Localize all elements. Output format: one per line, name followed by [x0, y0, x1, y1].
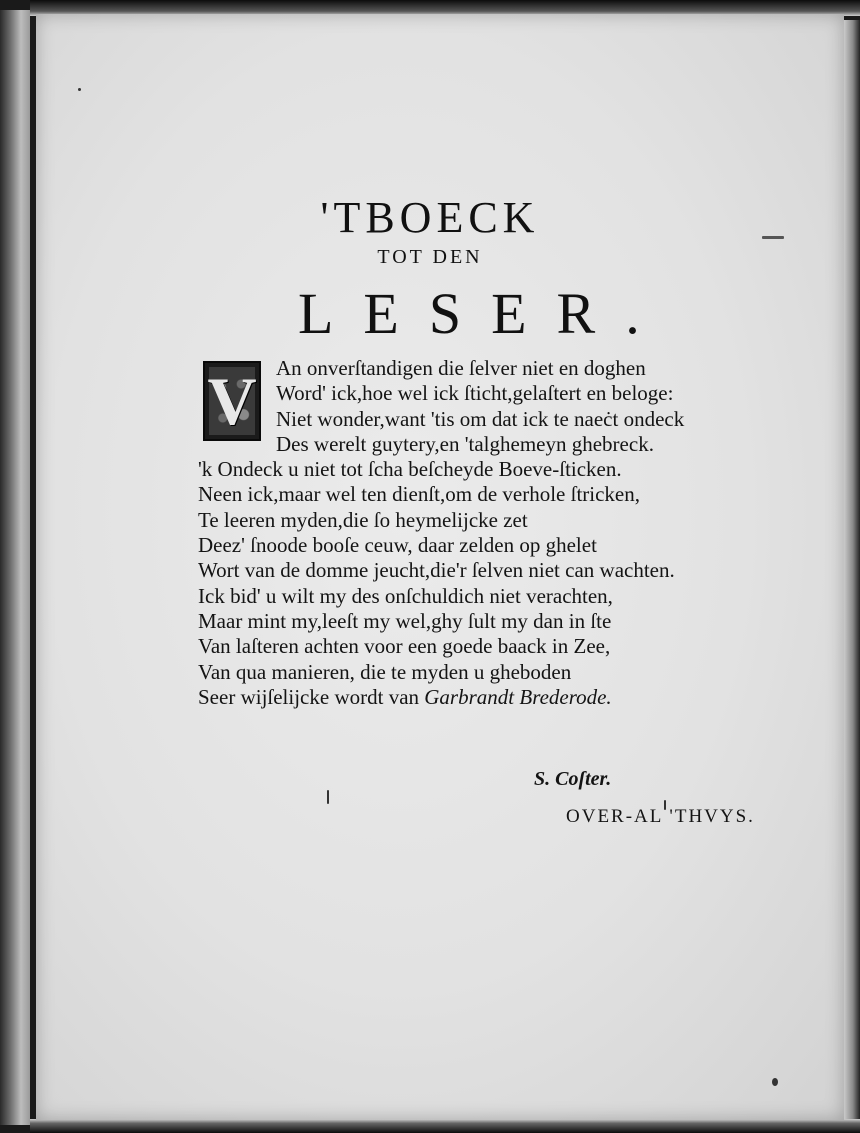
verse-line: Des werelt guytery,en 'talghemeyn ghebreck.: [276, 431, 654, 456]
title-line-1: 'TBOECK: [320, 193, 540, 242]
verse-line: Wort van de domme jeucht,die'r ſelven niet can wachten.: [198, 558, 675, 583]
book-bottom-edge: [30, 1119, 860, 1133]
verse-line: Van qua manieren, die te myden u gheboden: [198, 659, 572, 684]
verse-line: 'k Ondeck u niet tot ſcha beſcheyde Boeve-ſticken.: [198, 457, 622, 482]
verse-line: Niet wonder,want 'tis om dat ick te naeċt ondeck: [276, 406, 685, 431]
verse-line-last: [198, 685, 798, 710]
author-name: Garbrandt Brederode.: [424, 684, 612, 709]
initial-letter: V: [207, 363, 257, 439]
verse-block: [198, 356, 798, 710]
verse-line: Van laſteren achten voor een goede baack in Zee,: [198, 634, 611, 659]
verse-line: Neen ick,maar wel ten dienſt,om de verhole ſtricken,: [198, 482, 640, 507]
verse-line: Ick bid' u wilt my des onſchuldich niet verachten,: [198, 583, 613, 608]
ink-speck: [327, 790, 329, 804]
verse-line: Maar mint my,leeſt my wel,ghy ſult my dan in ſte: [198, 608, 612, 633]
book-fore-edge: [842, 20, 860, 1120]
verse-last-prefix: Seer wijſelijcke wordt van: [198, 684, 425, 709]
ink-speck: [78, 88, 81, 91]
title-line-2: TOT DEN: [377, 246, 483, 268]
verse-line: Deez' ſnoode booſe ceuw, daar zelden op ghelet: [198, 533, 597, 558]
signature: S. Coſter.: [534, 768, 612, 790]
title-line-3: LESER.: [298, 281, 670, 346]
verse-line: Word' ick,hoe wel ick ſticht,gelaſtert en beloge:: [276, 381, 674, 406]
verse-line: An onverſtandigen die ſelver niet en doghen: [276, 356, 646, 380]
ink-speck: [772, 1078, 778, 1086]
book-spine-edge: [0, 10, 30, 1125]
verse-line: Te leeren myden,die ſo heymelijcke zet: [198, 507, 528, 532]
motto: OVER-AL 'THVYS.: [566, 806, 755, 827]
